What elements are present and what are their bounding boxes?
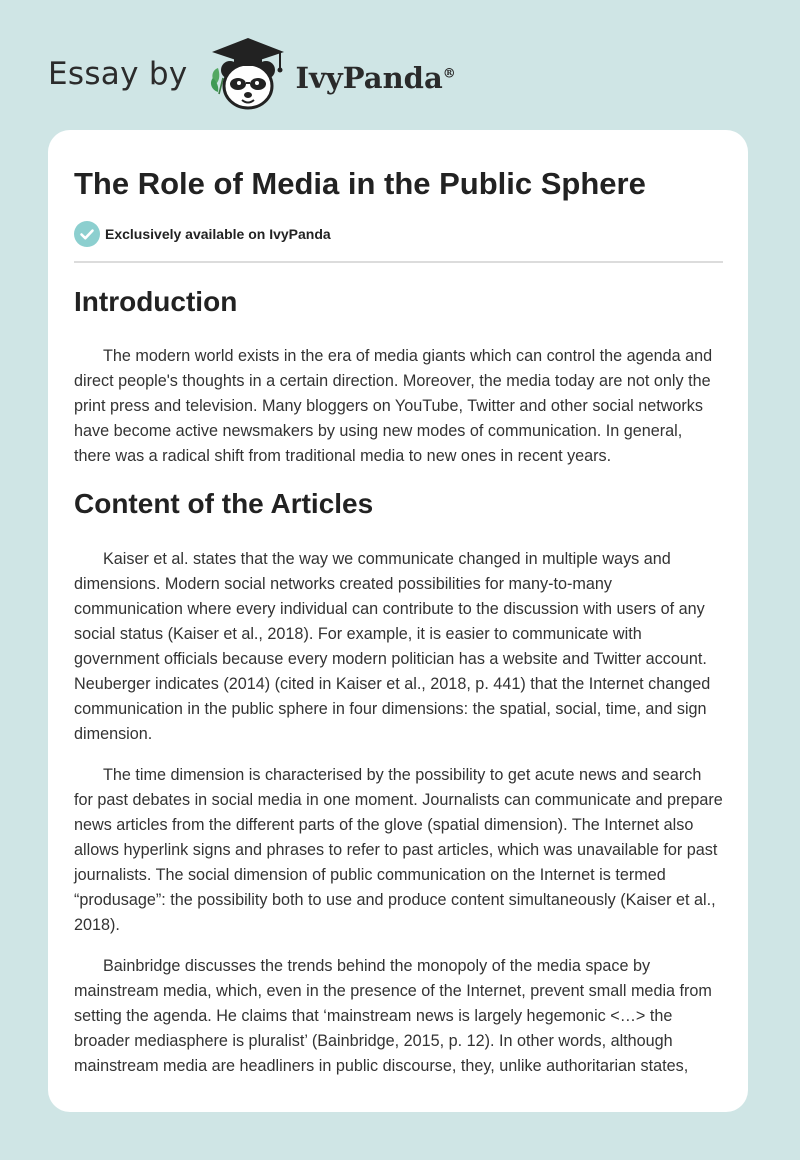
paragraph: The time dimension is characterised by the possibility to get acute news and search for past debates in social media in one moment. Journalists can communicate and prepare news articles from the different parts of the glove (spatial dimension). The Internet also allows hyperlink signs and phrases to refer to past articles, which was unavailable for past journalists. The social dimension of public communication on the Internet is termed “produsage”: the possibility both to use and produce content simultaneously (Kaiser et al., 2018). — [74, 766, 723, 934]
brand-name-text: IvyPanda — [295, 61, 443, 95]
paragraph: Kaiser et al. states that the way we communicate changed in multiple ways and dimensions. Modern social networks created possibilities for many-to-many communication where every individual can contribute to the discussion with users of any social status (Kaiser et al., 2018). For example, it is easier to communicate with government officials because every modern politician has a website and Twitter account. Neuberger indicates (2014) (cited in Kaiser et al., 2018, p. 441) that the Internet changed communication in the public sphere in four dimensions: the spatial, social, time, and sign dimension. — [74, 550, 711, 743]
section-introduction — [74, 282, 723, 469]
section-heading: Introduction — [74, 286, 238, 317]
section-content-of-the-articles — [74, 484, 723, 1079]
title-divider — [74, 261, 723, 263]
registered-mark: ® — [442, 66, 456, 82]
site-header — [48, 34, 456, 114]
page-title: The Role of Media in the Public Sphere — [74, 166, 646, 201]
paragraph: The modern world exists in the era of media giants which can control the agenda and direct people's thoughts in a certain direction. Moreover, the media today are not only the print press and television. Many bloggers on YouTube, Twitter and other social networks have become active newsmakers by using new modes of communication. In general, there was a radical shift from traditional media to new ones in recent years. — [74, 347, 713, 465]
section-heading: Content of the Articles — [74, 488, 374, 519]
exclusive-badge-text: Exclusively available on IvyPanda — [105, 226, 331, 242]
article-card — [48, 130, 748, 1112]
check-circle-icon — [74, 221, 100, 247]
exclusive-badge — [74, 221, 331, 247]
brand-prefix: Essay by — [48, 56, 188, 92]
panda-graduate-logo-icon[interactable] — [202, 34, 294, 114]
paragraph: Bainbridge discusses the trends behind the monopoly of the media space by mainstream media, which, even in the presence of the Internet, prevent small media from setting the agenda. He claims that ‘mainstream news is largely hegemonic <…> the broader mediasphere is pluralist’ (Bainbridge, 2015, p. 12). In other words, although mainstream media are headliners in public discourse, they, unlike authoritarian states, — [74, 957, 712, 1075]
brand-name — [296, 61, 456, 95]
